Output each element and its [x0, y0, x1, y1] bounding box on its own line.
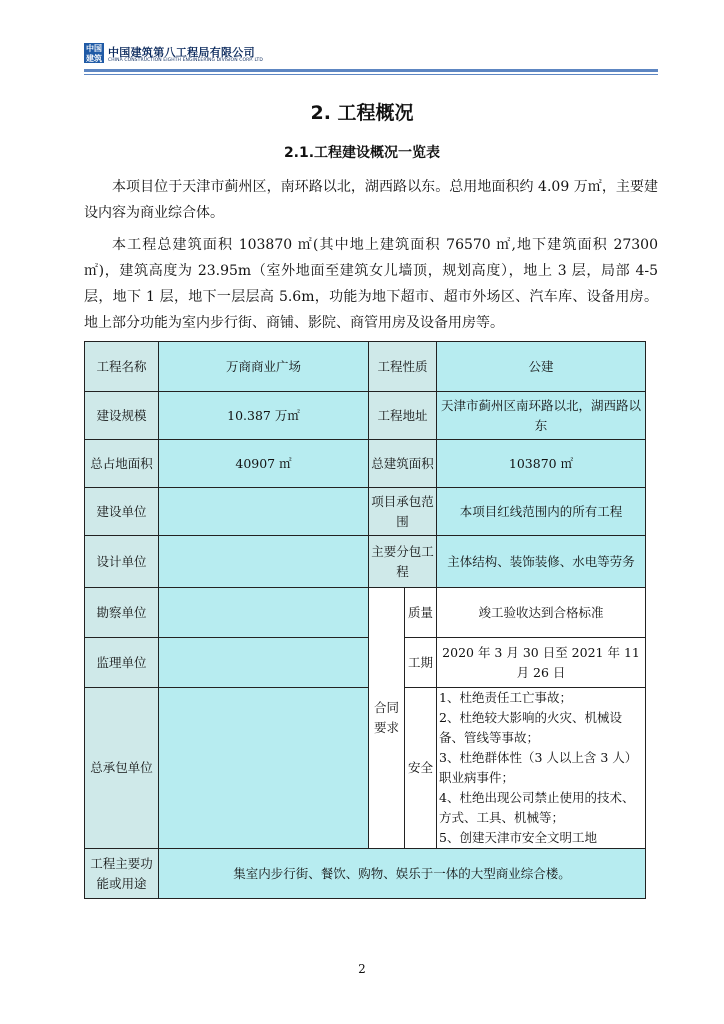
safety-item: 3、杜绝群体性（3 人以上含 3 人）职业病事件； [439, 750, 638, 785]
value-building-area: 103870 ㎡ [437, 440, 646, 488]
table-row [85, 588, 646, 638]
label-safety: 安全 [405, 688, 437, 849]
table-row [85, 392, 646, 440]
logo-text-top: 中国 [86, 44, 102, 53]
label-land-area: 总占地面积 [85, 440, 159, 488]
value-surveyor [159, 588, 369, 638]
value-schedule: 2020 年 3 月 30 日至 2021 年 11 月 26 日 [437, 638, 646, 688]
value-land-area: 40907 ㎡ [159, 440, 369, 488]
value-project-name: 万商商业广场 [159, 342, 369, 392]
value-function: 集室内步行街、餐饮、购物、娱乐于一体的大型商业综合楼。 [159, 849, 646, 899]
value-contract-scope: 本项目红线范围内的所有工程 [437, 488, 646, 536]
table-row [85, 342, 646, 392]
project-overview-table [84, 341, 646, 899]
value-safety-list [437, 688, 646, 849]
label-surveyor: 勘察单位 [85, 588, 159, 638]
value-address: 天津市蓟州区南环路以北，湖西路以东 [437, 392, 646, 440]
label-contract-scope: 项目承包范围 [369, 488, 437, 536]
page-number: 2 [358, 962, 366, 976]
table-row [85, 849, 646, 899]
label-address: 工程地址 [369, 392, 437, 440]
value-supervisor [159, 638, 369, 688]
safety-item: 1、杜绝责任工亡事故； [439, 690, 572, 705]
value-scale: 10.387 万㎡ [159, 392, 369, 440]
header-divider [84, 69, 658, 72]
label-subcontract: 主要分包工程 [369, 536, 437, 588]
value-project-nature: 公建 [437, 342, 646, 392]
safety-item: 2、杜绝较大影响的火灾、机械设备、管线等事故； [439, 710, 622, 745]
value-subcontract: 主体结构、装饰装修、水电等劳务 [437, 536, 646, 588]
label-quality: 质量 [405, 588, 437, 638]
table-row [85, 688, 646, 849]
value-owner [159, 488, 369, 536]
company-logo [84, 43, 104, 63]
label-schedule: 工期 [405, 638, 437, 688]
label-scale: 建设规模 [85, 392, 159, 440]
label-supervisor: 监理单位 [85, 638, 159, 688]
safety-item: 4、杜绝出现公司禁止使用的技术、方式、工具、机械等； [439, 790, 635, 825]
label-building-area: 总建筑面积 [369, 440, 437, 488]
logo-text-bottom: 建筑 [86, 54, 102, 63]
header-divider-thin [84, 74, 658, 75]
subsection-title: 2.1.工程建设概况一览表 [283, 145, 441, 161]
table-row [85, 638, 646, 688]
label-function: 工程主要功能或用途 [85, 849, 159, 899]
table-row [85, 440, 646, 488]
value-general-contractor [159, 688, 369, 849]
label-project-name: 工程名称 [85, 342, 159, 392]
label-project-nature: 工程性质 [369, 342, 437, 392]
area-paragraph: 本工程总建筑面积 103870 ㎡(其中地上建筑面积 76570 ㎡,地下建筑面积 27300 ㎡)，建筑高度为 23.95m（室外地面至建筑女儿墙顶，规划高度），地上 3 层，局部 4-5 层，地下 1 层，地下一层层高 5.6m，功能为地下超市、超市外场区、汽车库、设备用房。地上部分功能为室内步行街、商铺、影院、商管用房及设备用房等。 [84, 237, 658, 331]
value-quality: 竣工验收达到合格标准 [437, 588, 646, 638]
label-general-contractor: 总承包单位 [85, 688, 159, 849]
label-owner: 建设单位 [85, 488, 159, 536]
table-row [85, 536, 646, 588]
intro-paragraph: 本项目位于天津市蓟州区，南环路以北，湖西路以东。总用地面积约 4.09 万㎡，主要建设内容为商业综合体。 [84, 179, 658, 221]
label-designer: 设计单位 [85, 536, 159, 588]
company-name-cn: 中国建筑第八工程局有限公司 [108, 46, 255, 59]
section-title: 2. 工程概况 [310, 102, 414, 124]
value-designer [159, 536, 369, 588]
label-contract-requirements: 合同要求 [369, 588, 405, 849]
company-name-en: CHINA CONSTRUCTION EIGHTH ENGINEERING DIVISION CORP. LTD [108, 58, 263, 63]
table-row [85, 488, 646, 536]
safety-item: 5、创建天津市安全文明工地 [439, 830, 597, 845]
